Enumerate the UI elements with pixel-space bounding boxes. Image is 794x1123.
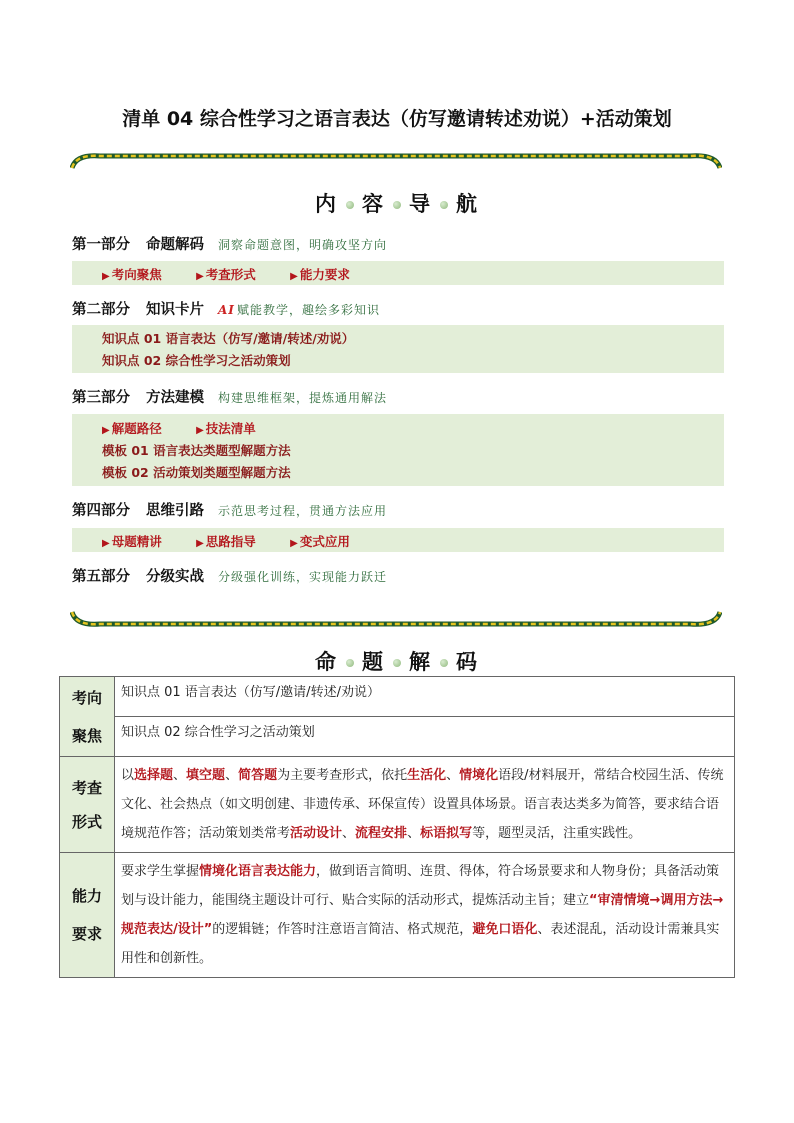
knowledge-point-2[interactable]: 知识点 02 综合性学习之活动策划 [102,353,291,368]
ability-text [115,853,735,978]
form-text: 、 [173,768,187,783]
ability-text: 要求学生掌握 [121,864,200,879]
form-text: 、 [407,826,421,841]
form-highlight: 选择题 [134,768,174,783]
part-2[interactable]: 第二部分 知识卡片 AI 赋能教学，趣绘多彩知识 [72,302,380,318]
form-text: 以 [121,768,135,783]
form-text: 、 [446,768,460,783]
form-highlight: 标语拟写 [420,826,473,841]
part-1-links [72,261,724,285]
link-focus[interactable]: ▶ 考向聚焦 [102,267,162,282]
form-highlight: 简答题 [238,768,278,783]
link-solution-path[interactable]: ▶ 解题路径 [102,421,162,436]
form-highlight: 流程安排 [355,826,408,841]
ability-highlight: 情境化语言表达能力 [199,864,317,879]
part-4[interactable]: 第四部分 思维引路 示范思考过程，贯通方法应用 [72,503,388,519]
form-text: 语段/材料展开，常结合校园生活、传统文化、社会热点（如文明创建、非遗传承、环保宣传）设置具体场景。语言表达类多为简答，要求结合语境规范作答；活动策划类常考 [121,768,724,841]
link-mother-question[interactable]: ▶ 母题精讲 [102,534,162,549]
part-3-links [72,414,724,486]
focus-item-1: 知识点 01 语言表达（仿写/邀请/转述/劝说） [115,677,735,717]
decode-heading: 命 题 解 码 [315,650,479,674]
form-highlight: 情境化 [459,768,499,783]
decode-table [59,676,735,978]
link-variant-application[interactable]: ▶ 变式应用 [290,534,350,549]
focus-item-2: 知识点 02 综合性学习之活动策划 [115,717,735,757]
form-text: 、 [342,826,356,841]
ability-highlight: 避免口语化 [472,922,538,937]
form-highlight: 生活化 [407,768,447,783]
ability-text: 的逻辑链；作答时注意语言简洁、格式规范， [212,922,473,937]
form-label: 考查 形式 [60,757,115,853]
wavy-divider-bottom [70,610,722,628]
knowledge-point-1[interactable]: 知识点 01 语言表达（仿写/邀请/转述/劝说） [102,331,355,346]
form-highlight: 填空题 [186,768,226,783]
link-ability[interactable]: ▶ 能力要求 [290,267,350,282]
form-text [115,757,735,853]
form-text: 等，题型灵活，注重实践性。 [472,826,642,841]
ability-text: ，做到语言简明、连贯、得体，符合场景要求和人物身份；具备活动策划与设计能力，能围绕主题设计可行、贴合实际的活动形式，提炼活动主旨；建立 [121,864,720,908]
form-text: 、 [225,768,239,783]
wavy-divider-top [70,152,722,170]
ability-highlight: “审清情境→调用方法→规范表达/设计” [121,893,724,937]
template-2[interactable]: 模板 02 活动策划类题型解题方法 [102,465,291,480]
form-highlight: 活动设计 [290,826,343,841]
part-5[interactable]: 第五部分 分级实战 分级强化训练，实现能力跃迁 [72,569,388,585]
link-form[interactable]: ▶ 考查形式 [196,267,256,282]
part-4-links [72,528,724,552]
part-1[interactable]: 第一部分 命题解码 洞察命题意图，明确攻坚方向 [72,237,388,253]
focus-label: 考向 聚焦 [60,677,115,757]
nav-heading: 内 容 导 航 [315,192,479,216]
link-technique-list[interactable]: ▶ 技法清单 [196,421,256,436]
ability-label: 能力 要求 [60,853,115,978]
part-3[interactable]: 第三部分 方法建模 构建思维框架，提炼通用解法 [72,390,388,406]
part-2-links [72,325,724,373]
link-thinking-guide[interactable]: ▶ 思路指导 [196,534,256,549]
form-text: 为主要考查形式，依托 [277,768,408,783]
ability-text: 、表述混乱，活动设计需兼具实用性和创新性。 [121,922,720,966]
template-1[interactable]: 模板 01 语言表达类题型解题方法 [102,443,291,458]
page-title: 清单 04 综合性学习之语言表达（仿写邀请转述劝说）+活动策划 [122,108,672,130]
